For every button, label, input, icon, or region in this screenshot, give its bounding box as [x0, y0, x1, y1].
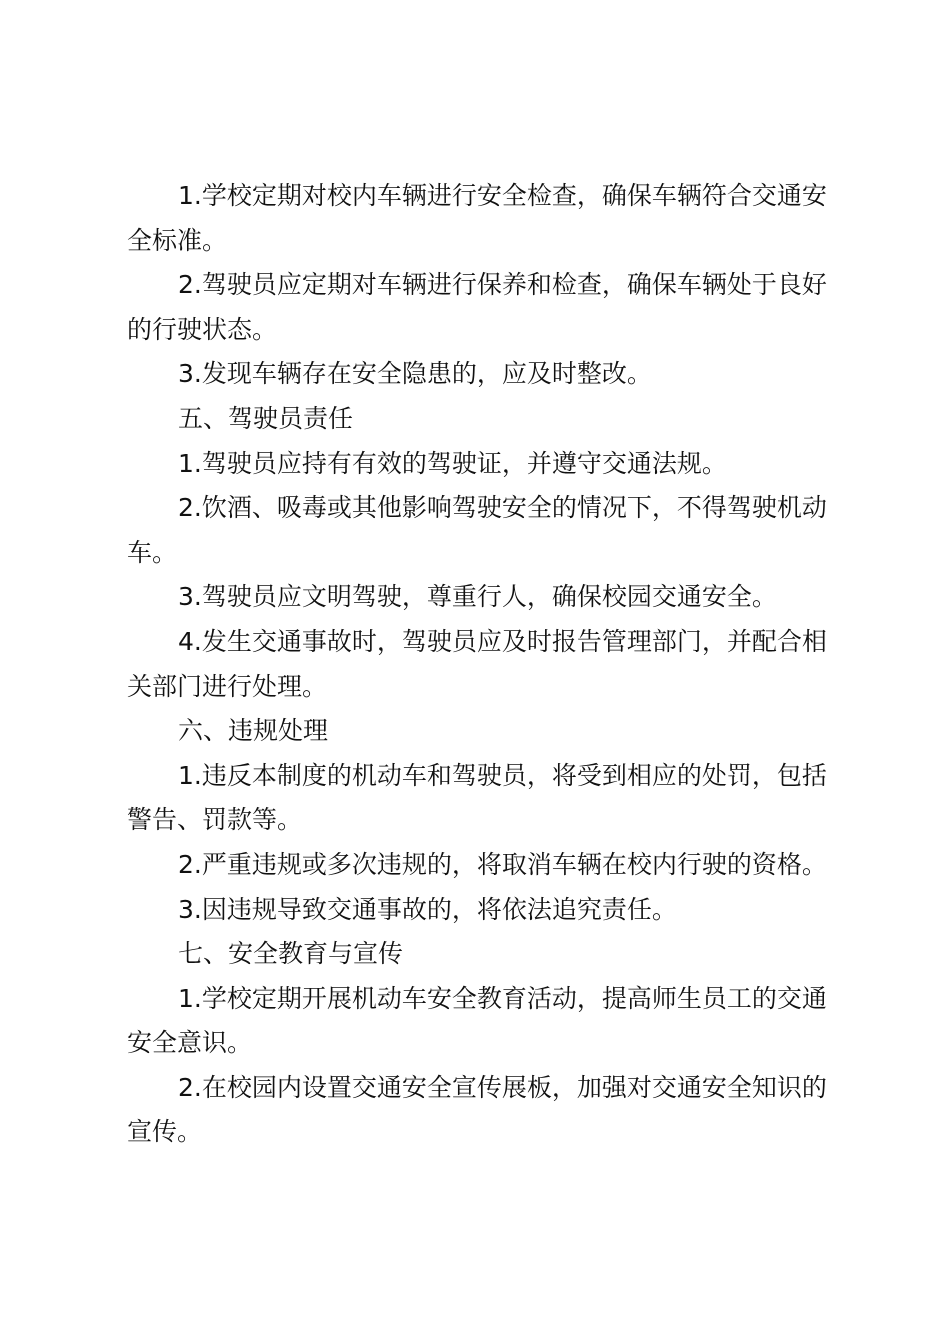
paragraph: 3.发现车辆存在安全隐患的，应及时整改。	[178, 359, 652, 389]
section-heading: 五、驾驶员责任	[178, 403, 354, 433]
paragraph: 1.违反本制度的机动车和驾驶员，将受到相应的处罚，包括警告、罚款等。	[127, 760, 827, 835]
paragraph: 2.在校园内设置交通安全宣传展板，加强对交通安全知识的宣传。	[127, 1072, 827, 1147]
paragraph: 2.严重违规或多次违规的，将取消车辆在校内行驶的资格。	[178, 849, 827, 879]
paragraph: 3.因违规导致交通事故的，将依法追究责任。	[178, 894, 677, 924]
paragraph: 1.驾驶员应持有有效的驾驶证，并遵守交通法规。	[178, 448, 727, 478]
paragraph: 3.驾驶员应文明驾驶，尊重行人，确保校园交通安全。	[178, 582, 777, 612]
paragraph: 4.发生交通事故时，驾驶员应及时报告管理部门，并配合相关部门进行处理。	[127, 626, 827, 701]
paragraph: 1.学校定期对校内车辆进行安全检查，确保车辆符合交通安全标准。	[127, 181, 827, 255]
section-heading: 七、安全教育与宣传	[178, 939, 404, 969]
paragraph: 2.驾驶员应定期对车辆进行保养和检查，确保车辆处于良好的行驶状态。	[127, 270, 827, 344]
section-heading: 六、违规处理	[178, 716, 329, 746]
paragraph: 2.饮酒、吸毒或其他影响驾驶安全的情况下，不得驾驶机动车。	[127, 493, 827, 567]
paragraph: 1.学校定期开展机动车安全教育活动，提高师生员工的交通安全意识。	[127, 983, 827, 1058]
document-body	[127, 174, 827, 1155]
